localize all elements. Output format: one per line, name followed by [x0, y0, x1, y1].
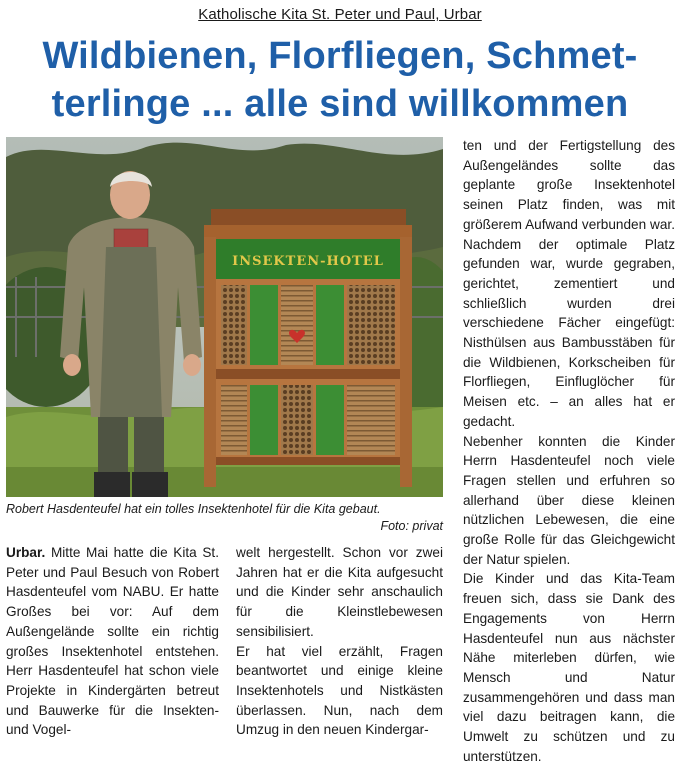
article-column-3 [463, 136, 675, 767]
article-column-2 [236, 543, 443, 740]
insect-hotel-sign: INSEKTEN-HOTEL [232, 254, 384, 269]
photo-caption [6, 501, 443, 535]
insect-hotel [204, 209, 412, 487]
headline-line-2: terlinge ... alle sind willkommen [51, 83, 629, 125]
article-column-1 [6, 543, 219, 740]
paragraph: Nebenher konnten die Kinder Herrn Hasdenteufel noch viele Fragen stellen und erfuhren so allerhand über diese kleinen nützlichen Lebewesen, die eine große Rolle für das Gleichgewicht der Natur spielen. [463, 433, 675, 567]
paragraph: welt hergestellt. Schon vor zwei Jahren hat er die Kita aufgesucht und die Kinder sehr anschaulich für die Kleinstlebewesen sensibilisiert. [236, 545, 443, 639]
article-headline [0, 32, 680, 128]
dateline: Urbar. [6, 545, 46, 560]
caption-text: Robert Hasdenteufel hat ein tolles Insektenhotel für die Kita gebaut. [6, 502, 381, 516]
insect-hotel-photo [6, 137, 443, 497]
paragraph: Er hat viel erzählt, Fragen beantwortet und einige kleine Insektenhotels und Nistkästen überlassen. Nun, nach dem Umzug in den neuen Kindergar- [236, 643, 443, 738]
headline-line-1: Wildbienen, Florfliegen, Schmet- [42, 35, 638, 77]
photo-credit: Foto: privat [380, 519, 443, 533]
paragraph [6, 543, 219, 740]
article-photo [6, 137, 443, 497]
paragraph: Die Kinder und das Kita-Team freuen sich, dass sie Dank des Engagements von Herrn Hasdenteufel nun aus nächster Nähe miterleben dürfen, wie Mensch und Natur zusammengehören und dass man viel dazu beitragen kann, die Umwelt zu schützen und zu unterstützen. [463, 571, 675, 764]
paragraph-text: Mitte Mai hatte die Kita St. Peter und Paul Besuch von Robert Hasdenteufel vom NABU. Er hatte Großes bei vor: Auf dem Außengelände sollte ein richtig großes Insektenhotel entstehen. Herr Hasdenteufel hat schon viele Projekte in Kindergärten betreut und Bauwerke für die Insekten- und Vogel- [6, 545, 219, 738]
article-kicker: Katholische Kita St. Peter und Paul, Urbar [198, 6, 482, 23]
paragraph: ten und der Fertigstellung des Außengeländes sollte das geplante große Insektenhotel seinen Platz finden, was mit größerem Aufwand verbunden war. Nachdem der optimale Platz gefunden war, wurde gegraben, gerichtet, zementiert und schließlich wurden drei verschiedene Fächer eingefügt: Nisthülsen aus Bambusstäben für die Wildbienen, Korkscheiben für Florfliegen, Einfluglöcher für Meisen etc. – an alles hat er gedacht. [463, 138, 675, 429]
